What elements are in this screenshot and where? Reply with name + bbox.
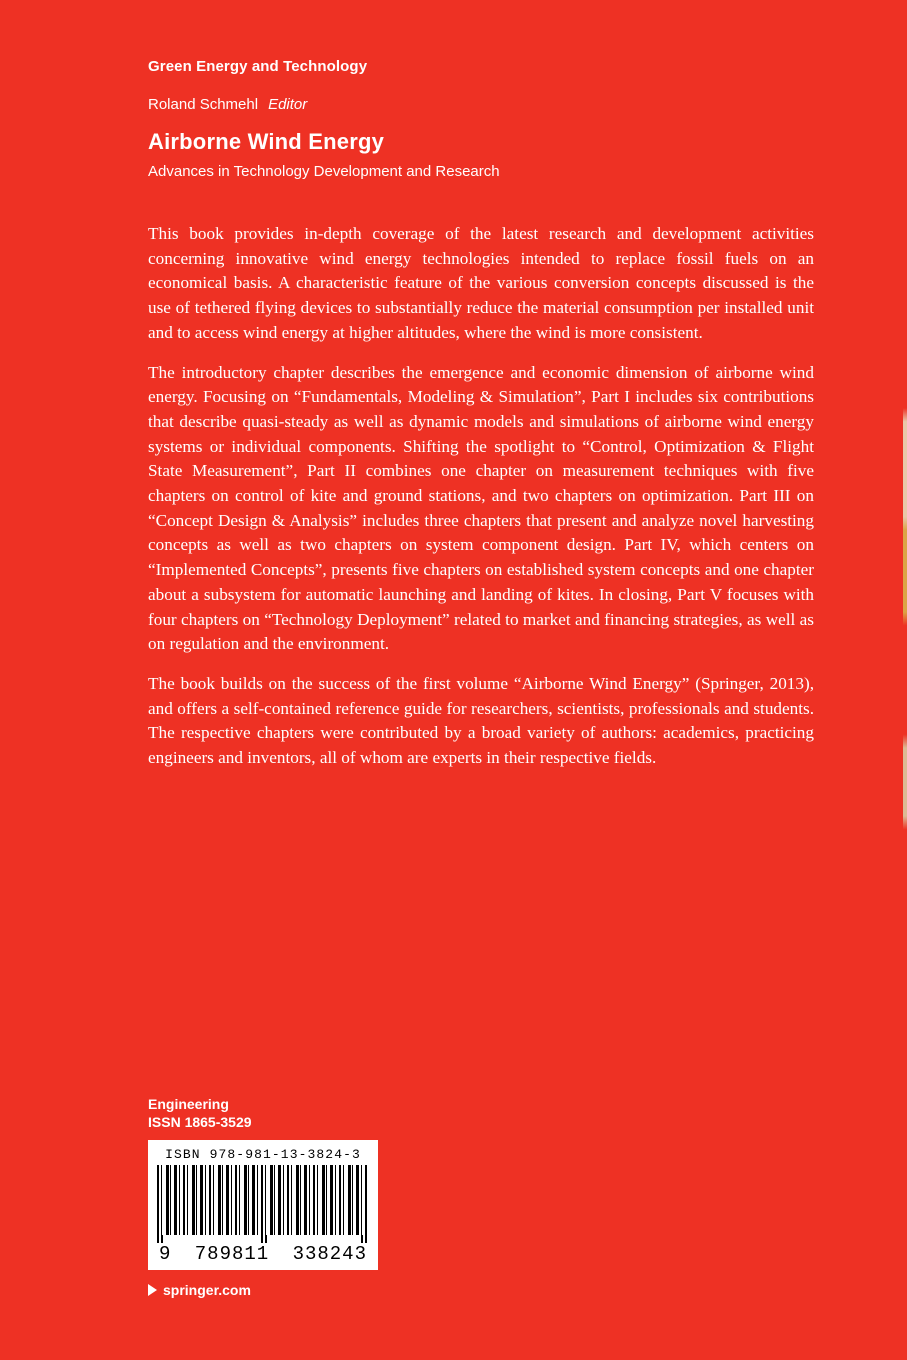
barcode-guard-right: [365, 1235, 367, 1243]
editor-name: Roland Schmehl: [148, 96, 259, 113]
spine-edge-strip: [903, 0, 907, 1360]
blurb-paragraph-3: The book builds on the success of the first volume “Airborne Wind Energy” (Springer, 2013), and offers a self-contained reference guide for researchers, scientists, professionals and students. The respective chapters were contributed by a broad variety of authors: academics, practicing engineers and inventors, all of whom are experts in their respective fields.: [148, 673, 814, 768]
barcode: [148, 1140, 378, 1270]
blurb-text: [148, 222, 814, 771]
blurb-paragraph-1: This book provides in-depth coverage of the latest research and development activities concerning innovative wind energy technologies intended to replace fossil fuels on an economical basis. A characteristic feature of the various conversion concepts discussed is the use of tethered flying devices to substantially reduce the material consumption per installed unit and to access wind energy at higher altitudes, where the wind is more consistent.: [148, 224, 814, 342]
isbn-text: ISBN 978-981-13-3824-3: [165, 1147, 361, 1162]
barcode-guard-center-2: [265, 1235, 267, 1243]
blurb-paragraph-2: The introductory chapter describes the emergence and economic dimension of airborne wind energy. Focusing on “Fundamentals, Modeling & Simulation”, Part I includes six contributions that describe quasi-steady as well as dynamic models and simulations of airborne wind energy systems or individual components. Shifting the spotlight to “Control, Optimization & Flight State Measurement”, Part II combines one chapter on measurement techniques with five chapters on control of kite and ground stations, and two chapters on optimization. Part III on “Concept Design & Analysis” includes three chapters that present and analyze novel harvesting concepts as well as two chapters on system component design. Part IV, which centers on “Implemented Concepts”, presents five chapters on established system concepts and one chapter about a subsystem for automatic launching and landing of kites. In closing, Part V focuses with four chapters on “Technology Deployment” related to market and financing strategies, as well as on regulation and the environment.: [148, 362, 814, 654]
barcode-guard-center: [261, 1235, 263, 1243]
springer-link[interactable]: [148, 1282, 568, 1298]
springer-url-label: springer.com: [163, 1282, 251, 1298]
editor-role: Editor: [268, 96, 308, 113]
ean-group-1: 789811: [194, 1243, 270, 1265]
barcode-bars: [157, 1165, 369, 1235]
cover-footer: [148, 1096, 568, 1298]
book-subtitle: Advances in Technology Development and Research: [148, 163, 500, 180]
ean-left-digit: 9: [159, 1243, 172, 1265]
barcode-guard-left-2: [161, 1235, 163, 1243]
play-triangle-icon: [148, 1284, 157, 1296]
series-title: Green Energy and Technology: [148, 58, 368, 75]
barcode-guard-left: [157, 1235, 159, 1243]
editor-line: [148, 96, 814, 113]
subject-label: Engineering: [148, 1096, 229, 1112]
issn-label: ISSN 1865-3529: [148, 1114, 252, 1130]
barcode-guard-right-2: [361, 1235, 363, 1243]
cover-header: [148, 58, 814, 180]
ean-digits: [157, 1243, 369, 1265]
book-title: Airborne Wind Energy: [148, 129, 385, 154]
ean-group-2: 338243: [292, 1243, 367, 1265]
